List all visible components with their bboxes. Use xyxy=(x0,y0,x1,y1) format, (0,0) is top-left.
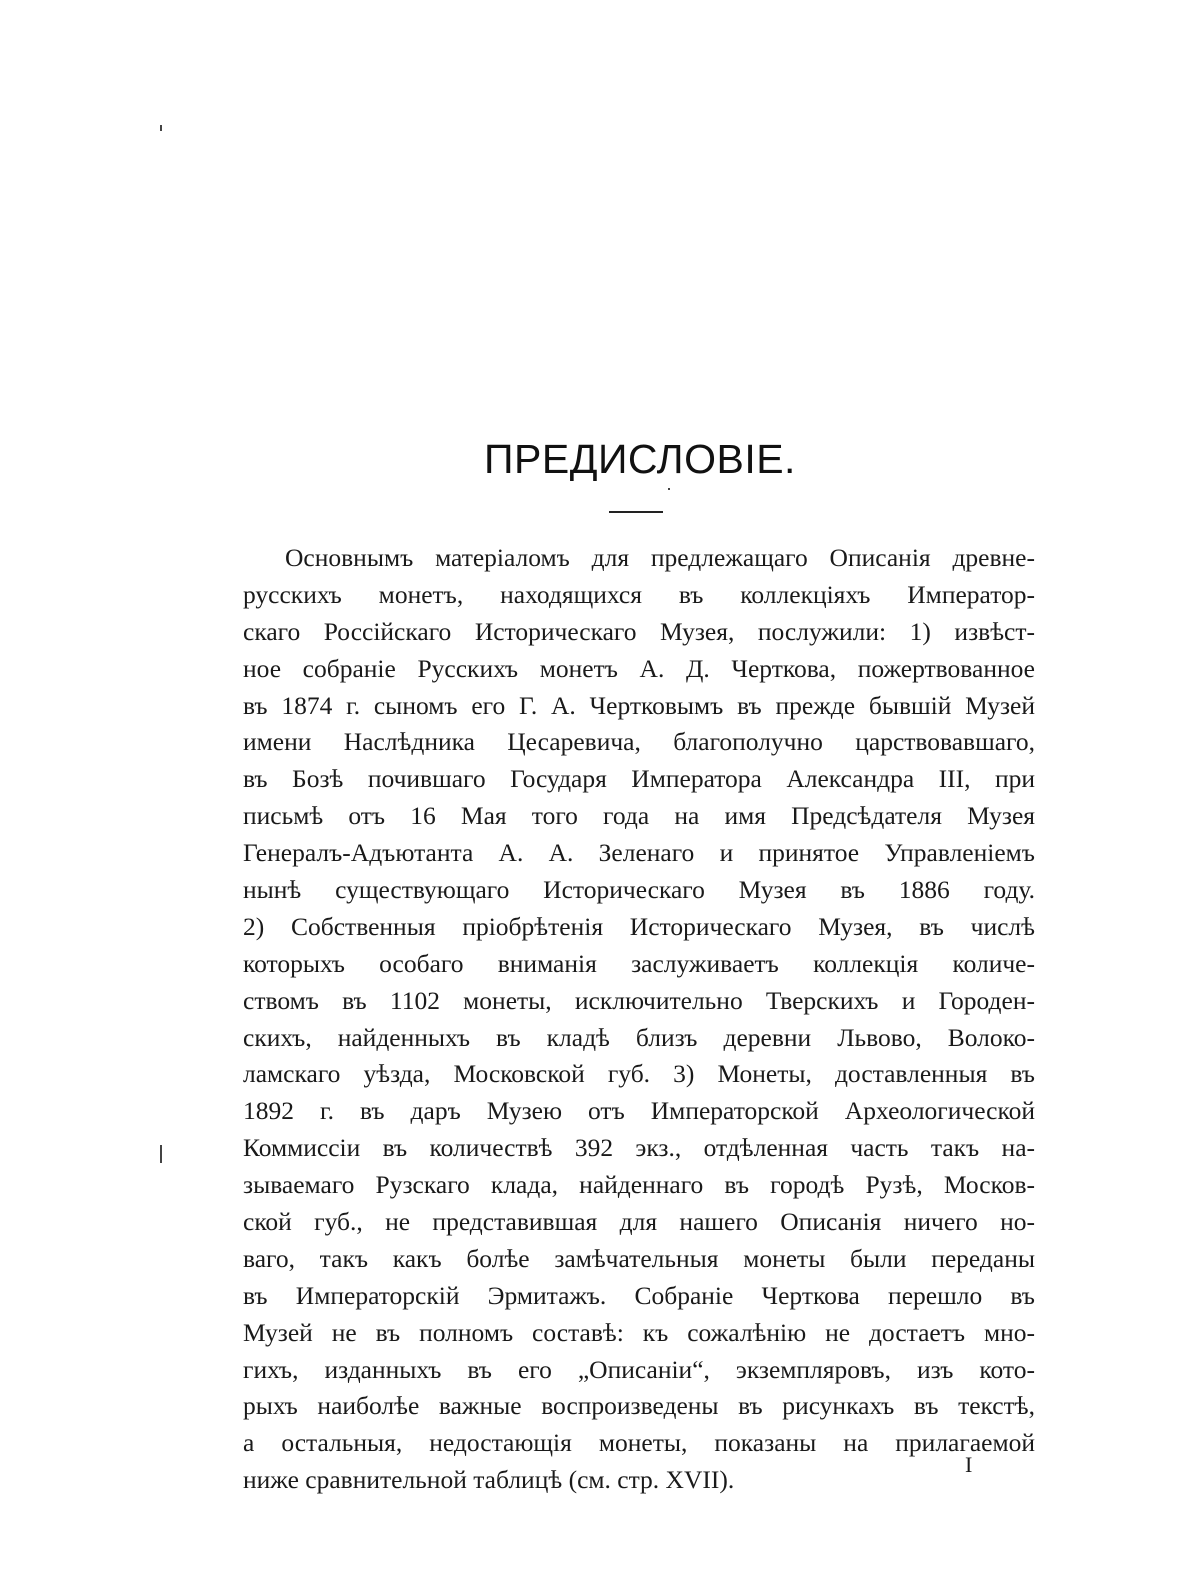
text-line: Генералъ-Адъютанта А. А. Зеленаго и принятое Управленіемъ xyxy=(243,838,1035,868)
text-line: въ Императорскій Эрмитажъ. Собраніе Черткова перешло въ xyxy=(243,1280,1035,1310)
text-line: ниже сравнительной таблицѣ (см. стр. XVII). xyxy=(243,1465,735,1495)
title-divider xyxy=(609,511,663,513)
text-line: зываемаго Рузскаго клада, найденнаго въ городѣ Рузѣ, Москов- xyxy=(243,1170,1035,1200)
text-line: Музей не въ полномъ составѣ: къ сожалѣнію не достаетъ мно- xyxy=(243,1317,1035,1347)
text-line: скаго Россійскаго Историческаго Музея, послужили: 1) извѣст- xyxy=(243,616,1035,646)
text-line: Основнымъ матеріаломъ для предлежащаго Описанія древне- xyxy=(285,543,1035,572)
text-line: которыхъ особаго вниманія заслуживаетъ коллекція количе- xyxy=(243,948,1035,978)
text-line: въ Бозѣ почившаго Государя Императора Александра III, при xyxy=(243,764,1035,794)
page-title: ПРЕДИСЛОВІЕ. xyxy=(484,436,796,482)
text-line: ваго, такъ какъ болѣе замѣчательныя монеты были переданы xyxy=(243,1243,1035,1273)
page-number: I xyxy=(965,1452,973,1477)
text-line: русскихъ монетъ, находящихся въ коллекціяхъ Император- xyxy=(243,579,1035,609)
text-line: ской губ., не представившая для нашего Описанія ничего но- xyxy=(243,1207,1035,1237)
scan-speck xyxy=(160,1145,162,1163)
scan-speck xyxy=(668,488,670,490)
text-line: 2) Собственныя пріобрѣтенія Историческаго Музея, въ числѣ xyxy=(243,911,1035,941)
text-line: скихъ, найденныхъ въ кладѣ близъ деревни Львово, Волоко- xyxy=(243,1022,1035,1052)
text-line: имени Наслѣдника Цесаревича, благополучно царствовавшаго, xyxy=(243,727,1035,757)
scan-speck xyxy=(160,125,162,131)
text-line: нынѣ существующаго Историческаго Музея въ 1886 году. xyxy=(243,875,1035,905)
text-line: гихъ, изданныхъ въ его „Описаніи“, экземпляровъ, изъ кото- xyxy=(243,1354,1035,1384)
text-line: ламскаго уѣзда, Московской губ. 3) Монеты, доставленныя въ xyxy=(243,1059,1035,1089)
text-line: рыхъ наиболѣе важные воспроизведены въ рисункахъ въ текстѣ, xyxy=(243,1391,1035,1421)
text-line: ствомъ въ 1102 монеты, исключительно Тверскихъ и Городен- xyxy=(243,985,1035,1015)
text-line: Коммиссіи въ количествѣ 392 экз., отдѣленная часть такъ на- xyxy=(243,1133,1035,1163)
preface-paragraph xyxy=(243,540,1035,1499)
text-line: ное собраніе Русскихъ монетъ А. Д. Черткова, пожертвованное xyxy=(243,653,1035,683)
text-line: въ 1874 г. сыномъ его Г. А. Чертковымъ въ прежде бывшій Музей xyxy=(243,690,1035,720)
text-line: 1892 г. въ даръ Музею отъ Императорской Археологической xyxy=(243,1096,1035,1126)
text-line: а остальныя, недостающія монеты, показаны на прилагаемой xyxy=(243,1428,1035,1458)
text-line: письмѣ отъ 16 Мая того года на имя Предсѣдателя Музея xyxy=(243,801,1035,831)
